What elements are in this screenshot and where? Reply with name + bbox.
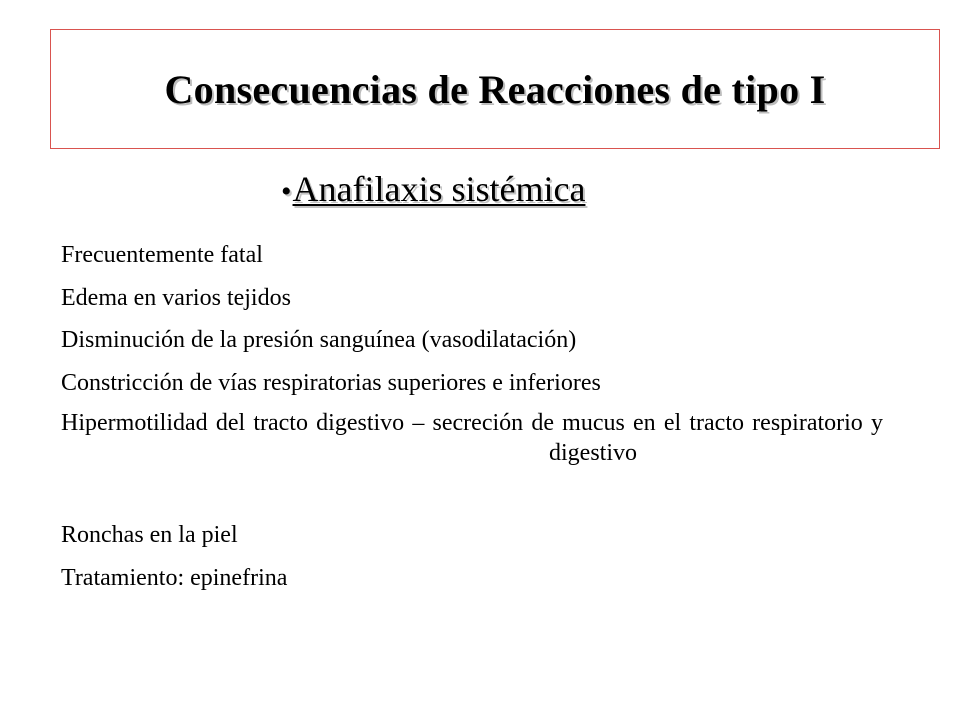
subheading-text: Anafilaxis sistémica [292,169,586,209]
list-item: Tratamiento: epinefrina [61,565,288,591]
list-item: Hipermotilidad del tracto digestivo – secreción de mucus en el tracto respiratorio y digestivo [61,410,883,466]
list-item: Frecuentemente fatal [61,242,263,268]
list-item: Edema en varios tejidos [61,285,291,311]
title-box [50,29,940,149]
list-item: Disminución de la presión sanguínea (vasodilatación) [61,327,577,353]
slide-title: Consecuencias de Reacciones de tipo I [164,66,826,112]
list-item: Constricción de vías respiratorias superiores e inferiores [61,370,601,396]
list-item: Ronchas en la piel [61,522,238,548]
bullet-marker: • [281,175,292,208]
subheading [281,167,585,214]
